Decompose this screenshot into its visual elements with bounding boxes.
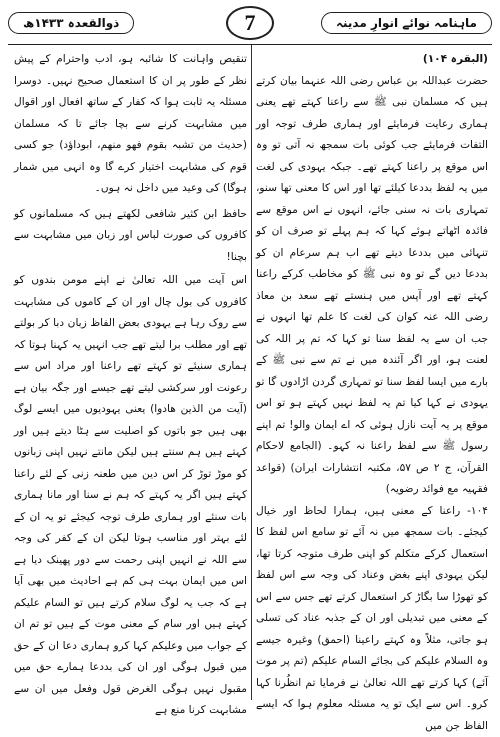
page-number: 7 [226,6,274,40]
verse-reference: (البقرہ ۱۰۴) [256,49,488,71]
text-columns [8,45,492,700]
issue-date: ذوالقعدہ ۱۴۳۳ھ [8,12,134,34]
paragraph: اس آیت میں اللہ تعالیٰ نے اپنے مومن بندوں کو کافروں کی بول چال اور ان کے کاموں کی مشابہت سے روک رہا ہے یہودی بعض الفاظ زبان دبا کر بولتے تھے اور مطلب برا لیتے تھے جب انہیں یہ کہنا ہوتا کہ ہماری سنیئے تو کہتے تھے راعنا اور مراد اس سے رعونت اور سرکشی لیتے تھے جیسے اور جگہ بیان ہے (آیت من الذین ھادوا) یعنی یہودیوں میں ایسے لوگ بھی ہیں جو باتوں کو اصلیت سے ہٹا دیتے ہیں اور کہتے ہیں ہم سنتے ہیں لیکن مانتے نہیں اپنی زبانوں کو موڑ توڑ کر اس دین میں طعنہ زنی کے لئے راعنا کہتے ہیں اگر یہ کہتے کہ ہم نے سنا اور مانا ہماری بات سنئے اور ہماری طرف توجہ کیجئے تو یہ ان کے لئے بہتر اور مناسب ہوتا لیکن ان کے کفر کی وجہ سے اللہ نے انہیں اپنی رحمت سے دور پھینک دیا ہے اس میں ایمان بہت ہی کم ہے احادیث میں بھی آیا ہے کہ جب یہ لوگ سلام کرتے ہیں تو السام علیکم کہتے ہیں اور سام کے معنی موت کے ہیں تو تم ان کے جواب میں وعلیکم کہا کرو ہماری دعا ان کے حق میں قبول ہوگی اور ان کی بددعا ہمارے حق میں مقبول نہیں ہوگی الغرض قول وفعل میں ان سے مشابہت کرنا منع ہے [14,270,247,722]
paragraph: ۱۰۴- راعنا کے معنی ہیں، ہمارا لحاظ اور خیال کیجئے۔ بات سمجھ میں نہ آئے تو سامع اس لفظ کا استعمال کرکے متکلم کو اپنی طرف متوجہ کرتا تھا، لیکن یہودی اپنے بغض وعناد کی وجہ سے اس لفظ کو تھوڑا سا بگاڑ کر استعمال کرتے تھے جس سے اس کے معنی میں تبدیلی اور ان کے جذبہ عناد کی تسلی ہو جاتی، مثلاً وہ کہتے راعینا (احمق) وغیرہ جیسے وہ السلام علیکم کی بجائے السام علیکم (تم پر موت آئے) کہا کرتے تھے اللہ تعالیٰ نے فرمایا تم انظُرنا کہا کرو۔ اس سے ایک تو یہ مسئلہ معلوم ہوا کہ ایسے الفاظ جن میں [256,501,488,737]
sub-heading: حافظ ابن کثیر شافعی لکھتے ہیں کہ مسلمانوں کو کافروں کی صورت لباس اور زبان میں مشابہت سے بچنا! [14,204,247,269]
right-column [251,45,492,700]
magazine-title: ماہنامہ نوائے انوارِ مدینہ [321,12,492,34]
left-column [10,45,251,700]
paragraph: تنقیص واہانت کا شائبہ ہو، ادب واحترام کے پیش نظر کے طور پر ان کا استعمال صحیح نہیں۔ دوسرا مسئلہ یہ ثابت ہوا کہ کفار کے ساتھ افعال اور اقوال میں مشابہت کرنے سے بچا جائے تا کہ مسلمان (حدیث من تشبہ بقوم فھو منھم، ابوداؤد) جو کسی قوم کی مشابہت اختیار کرے گا وہ انہی میں شمار ہوگا) کی وعید میں داخل نہ ہوں۔ [14,49,247,200]
paragraph: حضرت عبداللہ بن عباس رضی اللہ عنہما بیان کرتے ہیں کہ مسلمان نبی ﷺ سے راعنا کہتے تھے یعنی ہماری رعایت فرمایئے اور ہماری طرف توجہ اور التفات فرمایئے جب کوئی بات سمجھ نہ آتی تو وہ اس موقع پر راعنا کہتے تھے۔ جبکہ یہودی کی لغت میں یہ لفظ بددعا کیلئے تھا اور اس کا معنی تھا سنو، تمہاری بات نہ سنی جائے، انہوں نے اس موقع سے فائدہ اٹھاتے ہوئے کہا کہ ہم پہلے تو صرف ان کو تنہائی میں بددعا دیتے تھے اب ہم سرعام ان کو بددعا دیں گے تو وہ نبی ﷺ کو مخاطب کرکے راعنا کہتے تھے اور آپس میں ہنستے تھے سعد بن معاذ رضی اللہ عنہ کوان کی لغت کا علم تھا انہوں نے جب ان سے یہ لفظ سنا تو کہا کہ تم پر اللہ کی لعنت ہو، اور اگر آئندہ میں نے تم سے نبی ﷺ کے بارے میں ایسا لفظ سنا تو تمہاری گردن اڑادوں گا تو یہودی نے کہا کیا تم یہ لفظ نہیں کہتے ہو تو اس موقع پر یہ آیت نازل ہوئی کہ اے ایمان والو! تم اپنے رسول ﷺ سے لفظ راعنا نہ کہو۔ (الجامع لاحکام القرآن، ج ۲ ص ۵۷، مکتبہ انتشارات ایران) (قواعد فقہیہ مع فوائد رضویہ) [256,71,488,501]
page-header [8,6,492,40]
